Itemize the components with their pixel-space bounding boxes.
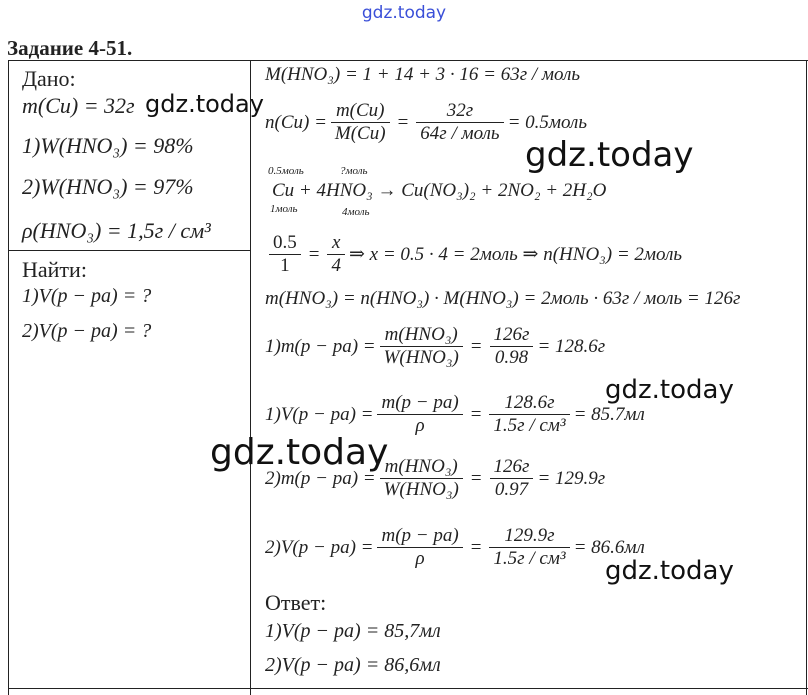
fraction-numerator: x xyxy=(332,232,341,253)
reaction-above-hno3: ?моль xyxy=(340,165,368,177)
find-label: Найти: xyxy=(22,257,87,282)
fraction-denominator: 0.97 xyxy=(490,478,534,501)
proportion-fraction-right xyxy=(327,232,345,277)
table-bottom-border xyxy=(8,688,808,689)
mass-solution-1-fraction-values xyxy=(490,324,534,369)
fraction-numerator: m(p − pa) xyxy=(381,392,459,413)
answer-v1: 1)V(p − pa) = 85,7мл xyxy=(265,620,441,642)
table-divider xyxy=(250,60,251,695)
volume-solution-1-fraction-values xyxy=(489,392,569,437)
moles-cu-lhs: n(Cu) = xyxy=(265,111,327,133)
fraction-denominator: 4 xyxy=(327,254,345,277)
molar-mass-equation: M(HNO₃) = 1 + 14 + 3 · 16 = 63г / моль xyxy=(265,64,581,85)
reaction-below-hno3: 4моль xyxy=(342,206,370,218)
volume-solution-1-result: = 85.7мл xyxy=(573,403,645,425)
fraction-numerator: m(Cu) xyxy=(335,100,385,121)
table-left-border xyxy=(8,60,9,695)
fraction-denominator: ρ xyxy=(377,547,462,570)
answer-label: Ответ: xyxy=(265,590,327,615)
fraction-numerator: m(HNO₃) xyxy=(384,324,458,345)
given-w2: 2)W(HNO₃) = 97% xyxy=(22,174,194,199)
mass-solution-1-result: = 128.6г xyxy=(537,335,606,357)
watermark-overlay: gdz.today xyxy=(525,135,694,175)
fraction-numerator: 128.6г xyxy=(504,392,555,413)
header-watermark: gdz.today xyxy=(361,3,447,23)
given-mass-cu: m(Cu) = 32г xyxy=(22,93,135,118)
fraction-numerator: m(p − pa) xyxy=(381,525,459,546)
mass-solution-2-equation: 2)m(p − pa) = $\frac{\text{m(HNO₃)}}{\text{W(HNO₃)}}$ = $\frac{126г}{0.97}$ = 129.9г xyxy=(265,456,606,500)
mass-solution-2-result: = 129.9г xyxy=(537,467,606,489)
moles-cu-result: = 0.5моль xyxy=(507,111,587,133)
watermark-overlay: gdz.today xyxy=(605,556,734,586)
fraction-numerator: 32г xyxy=(446,100,474,121)
reaction-below-cu: 1моль xyxy=(270,203,298,215)
find-v1: 1)V(p − pa) = ? xyxy=(22,285,152,307)
proportion-fraction-left xyxy=(269,232,301,277)
given-w1: 1)W(HNO₃) = 98% xyxy=(22,133,194,158)
fraction-numerator: 129.9г xyxy=(504,525,555,546)
find-v2: 2)V(p − pa) = ? xyxy=(22,320,152,342)
fraction-denominator: 0.98 xyxy=(490,346,534,369)
moles-cu-fraction-values xyxy=(416,100,503,145)
volume-solution-2-result: = 86.6мл xyxy=(573,536,645,558)
fraction-denominator: 1.5г / см³ xyxy=(489,547,569,570)
fraction-denominator: 64г / моль xyxy=(416,122,503,145)
given-label: Дано: xyxy=(22,66,76,91)
proportion-result: ⇒ x = 0.5 · 4 = 2моль ⇒ n(HNO₃) = 2моль xyxy=(348,244,682,265)
fraction-numerator: 0.5 xyxy=(273,232,297,253)
fraction-denominator: 1 xyxy=(269,254,301,277)
reaction-equation: Cu + 4HNO₃ → Cu(NO₃)₂ + 2NO₂ + 2H₂O xyxy=(272,180,607,201)
mass-solution-2-lhs: 2)m(p − pa) = xyxy=(265,467,376,489)
table-right-border xyxy=(806,60,807,695)
mass-hno3-equation: m(HNO₃) = n(HNO₃) · M(HNO₃) = 2моль · 63г / моль = 126г xyxy=(265,288,741,309)
mass-solution-2-fraction-values xyxy=(490,456,534,501)
fraction-denominator: M(Cu) xyxy=(331,122,390,145)
volume-solution-2-equation: 2)V(p − pa) = $\frac{m(p - pa)}{\rho}$ = $\frac{129.9г}{\text{1.5г / см³}}$ = 86.6мл xyxy=(265,525,645,569)
watermark-overlay: gdz.today xyxy=(605,375,734,405)
mass-solution-1-fraction xyxy=(380,324,463,369)
mass-solution-2-fraction xyxy=(380,456,463,501)
mass-solution-1-equation: 1)m(p − pa) = $\frac{\text{m(HNO₃)}}{\text{W(HNO₃)}}$ = $\frac{126г}{0.98}$ = 128.6г xyxy=(265,324,606,368)
given-density: ρ(HNO₃) = 1,5г / см³ xyxy=(22,218,211,243)
fraction-denominator: 1.5г / см³ xyxy=(489,414,569,437)
fraction-numerator: 126г xyxy=(493,324,530,345)
volume-solution-1-equation: 1)V(p − pa) = $\frac{m(p - pa)}{\rho}$ = $\frac{128.6г}{\text{1.5г / см³}}$ = 85.7мл xyxy=(265,392,645,436)
watermark-overlay: gdz.today xyxy=(210,432,389,473)
fraction-denominator: W(HNO₃) xyxy=(380,478,463,501)
reaction-above-cu: 0.5моль xyxy=(268,165,304,177)
volume-solution-2-fraction-values xyxy=(489,525,569,570)
mass-solution-1-lhs: 1)m(p − pa) = xyxy=(265,335,376,357)
table-top-border xyxy=(8,60,808,61)
proportion-equation: $\frac{0.5}{1}$ = $\frac{x}{4}$ ⇒ x = 0.5 · 4 = 2моль ⇒ n(HNO₃) = 2моль xyxy=(265,232,682,277)
moles-cu-fraction xyxy=(331,100,390,145)
volume-solution-1-lhs: 1)V(p − pa) = xyxy=(265,403,374,425)
moles-cu-equation: n(Cu) = $\frac{m(Cu)}{M(Cu)}$ = $\frac{32г}{\text{64г / моль}}$ = 0.5моль xyxy=(265,100,587,144)
volume-solution-2-lhs: 2)V(p − pa) = xyxy=(265,536,374,558)
fraction-numerator: 126г xyxy=(493,456,530,477)
given-find-separator xyxy=(8,250,250,251)
fraction-denominator: W(HNO₃) xyxy=(380,346,463,369)
watermark-overlay: gdz.today xyxy=(145,90,264,118)
fraction-numerator: m(HNO₃) xyxy=(384,456,458,477)
task-title: Задание 4-51. xyxy=(7,36,133,60)
answer-v2: 2)V(p − pa) = 86,6мл xyxy=(265,654,441,676)
volume-solution-2-fraction xyxy=(377,525,462,570)
fraction-denominator: ρ xyxy=(377,414,462,437)
volume-solution-1-fraction xyxy=(377,392,462,437)
